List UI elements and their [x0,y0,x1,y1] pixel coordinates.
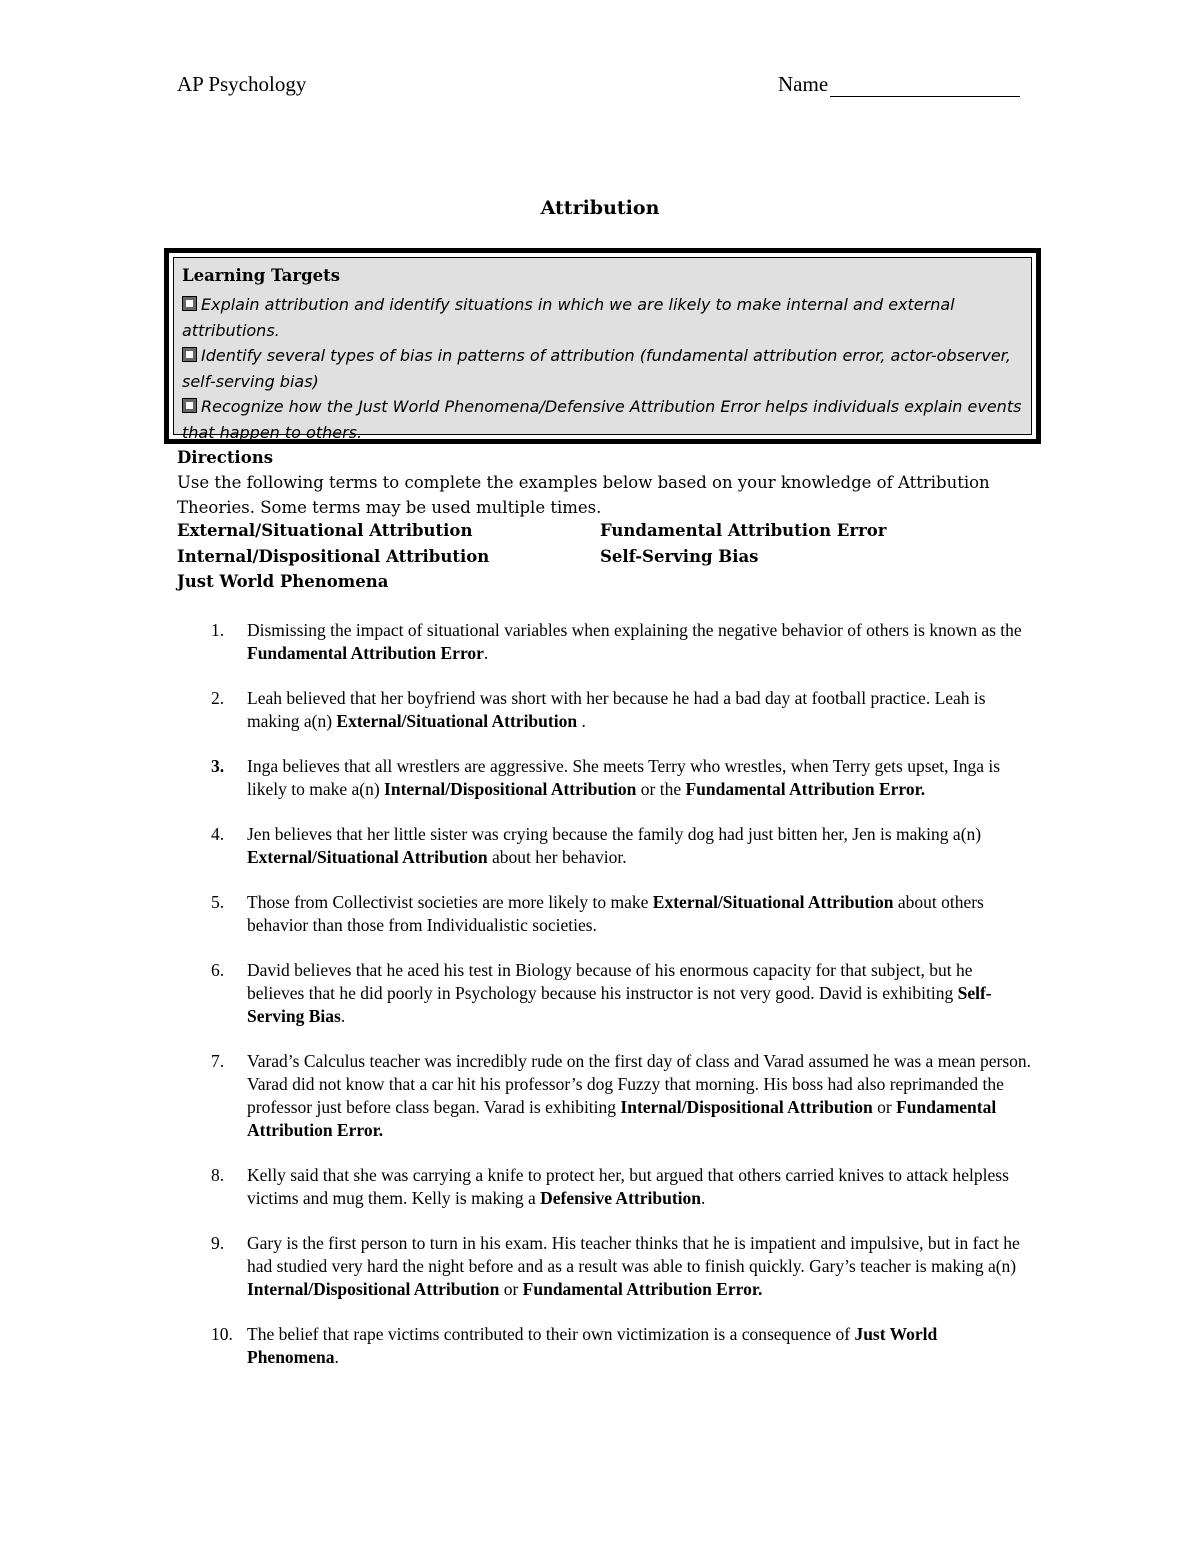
name-label: Name [778,72,829,96]
course-label: AP Psychology [177,72,307,96]
question-text-part: Leah believed that her boyfriend was short with her because he had a bad day at football practice. Leah is making a(n) [247,688,986,731]
question-item [211,1323,1031,1369]
question-number: 7. [211,1051,225,1071]
question-text-part: Jen believes that her little sister was crying because the family dog had just bitten her, Jen is making a(n) [247,824,982,844]
question-text-part: Varad’s Calculus teacher was incredibly rude on the first day of class and Varad assumed he was a mean person. Varad did not know that a car hit his professor’s dog Fuzzy that morning. His boss had also reprimanded the professor just before class began. Varad is exhibiting [247,1051,1032,1117]
question-item [211,619,1031,665]
question-text-part: . [483,643,489,663]
question-text-part: or [872,1097,897,1117]
question-text [247,619,1031,665]
question-text-part: Gary is the first person to turn in his exam. His teacher thinks that he is impatient and impulsive, but in fact he had studied very hard the night before and as a result was able to finish quickly. Gary’s teacher is making a(n) [247,1233,1020,1276]
term: Fundamental Attribution Error [600,521,887,540]
question-item [211,755,1031,801]
question-number: 4. [211,824,225,844]
question-text-part: David believes that he aced his test in Biology because of his enormous capacity for that subject, but he believes that he did poorly in Psychology because his instructor is not very good. David is exhibiting [247,960,973,1003]
name-field [778,72,1020,97]
term: Just World Phenomena [177,572,389,591]
question-text-part: The belief that rape victims contributed to their own victimization is a consequence of [247,1324,855,1344]
question-item [211,1232,1031,1301]
answer-term: Fundamental Attribution Error [247,643,484,663]
question-text-part: or [499,1279,523,1299]
checkbox-bullet-icon [182,296,197,311]
checkbox-bullet-icon [182,398,197,413]
answer-term: Internal/Dispositional Attribution [384,779,637,799]
question-item [211,1050,1031,1142]
learning-targets-panel [173,257,1032,442]
learning-targets-box [164,248,1041,444]
term: Internal/Dispositional Attribution [177,546,490,566]
question-text-part: about her behavior. [487,847,627,867]
question-text-part: Inga believes that all wrestlers are aggressive. She meets Terry who wrestles, when Terry gets upset, Inga is likely to make a(n) [247,756,1001,799]
question-text-part: Dismissing the impact of situational variables when explaining the negative behavior of others is known as the [247,620,1022,640]
learning-target-item: Explain attribution and identify situations in which we are likely to make internal and external attributions. [182,295,955,340]
question-number: 5. [211,892,225,912]
term: External/Situational Attribution [177,521,473,540]
answer-term: External/Situational Attribution [336,711,578,731]
answer-term: Just World Phenomena [247,1324,938,1367]
question-text-part: . [577,711,586,731]
directions-heading: Directions [177,448,273,467]
question-text [247,823,1031,869]
question-text [247,959,1031,1028]
question-item [211,687,1031,733]
answer-term: Internal/Dispositional Attribution [247,1279,500,1299]
question-number: 10. [211,1324,233,1344]
question-text [247,687,1031,733]
question-text [247,1164,1031,1210]
question-number: 3. [211,756,225,776]
question-text-part: Kelly said that she was carrying a knife to protect her, but argued that others carried knives to attack helpless victims and mug them. Kelly is making a [247,1165,1009,1208]
answer-term: Fundamental Attribution Error. [685,779,926,799]
checkbox-bullet-icon [182,347,197,362]
questions-list [211,619,1031,1369]
answer-term: Self-Serving Bias [247,983,992,1026]
terms-list [177,518,1037,595]
question-item [211,959,1031,1028]
question-item [211,823,1031,869]
question-number: 1. [211,620,225,640]
question-text [247,1232,1031,1301]
question-text-part: . [340,1006,346,1026]
answer-term: Defensive Attribution [540,1188,701,1208]
question-item [211,891,1031,937]
answer-term: Internal/Dispositional Attribution [620,1097,873,1117]
question-number: 2. [211,688,225,708]
page-title: Attribution [540,197,660,219]
answer-term: Fundamental Attribution Error. [522,1279,763,1299]
learning-targets-list [182,292,1022,445]
question-text [247,1050,1031,1142]
question-text [247,1323,1031,1369]
name-blank-line [830,74,1020,97]
question-number: 8. [211,1165,225,1185]
directions-text: Use the following terms to complete the examples below based on your knowledge of Attribution Theories. Some terms may be used multiple times. [177,473,990,517]
question-text [247,755,1031,801]
directions-section [177,445,1037,520]
learning-targets-heading: Learning Targets [182,266,341,285]
answer-term: Fundamental Attribution Error. [247,1097,997,1140]
answer-term: External/Situational Attribution [652,892,894,912]
question-number: 6. [211,960,225,980]
question-text-part: Those from Collectivist societies are more likely to make [247,892,653,912]
question-text-part: about others behavior than those from Individualistic societies. [247,892,984,935]
learning-target-item: Identify several types of bias in patterns of attribution (fundamental attribution error, actor-observer, self-serving bias) [182,346,1011,391]
answer-term: External/Situational Attribution [247,847,488,867]
question-text-part: . [701,1188,706,1208]
question-text [247,891,1031,937]
question-number: 9. [211,1233,225,1253]
learning-target-item: Recognize how the Just World Phenomena/Defensive Attribution Error helps individuals explain events that happen to others. [182,397,1022,442]
question-text-part: or the [636,779,686,799]
question-text-part: . [334,1347,339,1367]
term: Self-Serving Bias [600,546,759,566]
question-item [211,1164,1031,1210]
